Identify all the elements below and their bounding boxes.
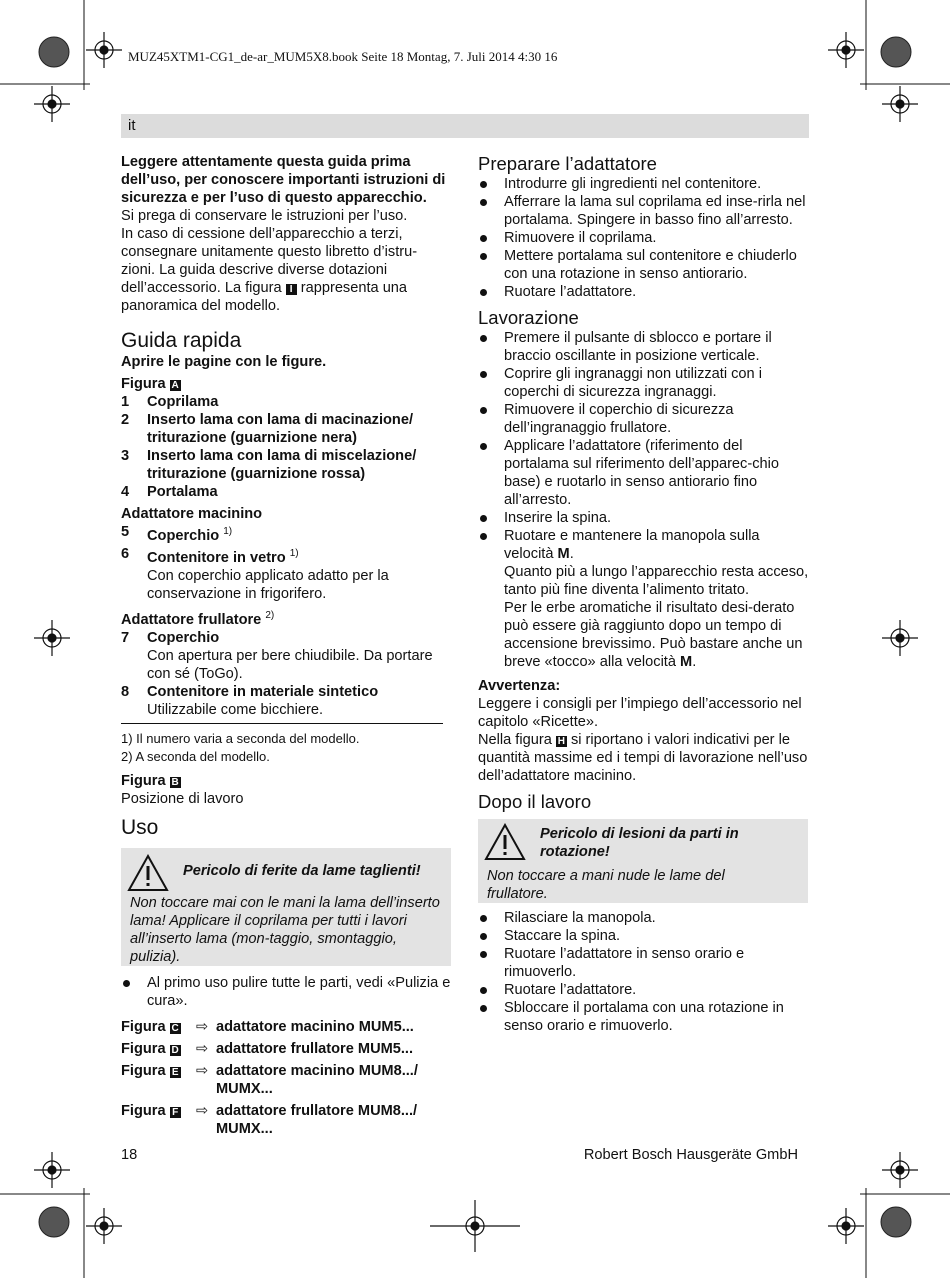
processing-list	[478, 329, 810, 671]
figure-badge: I	[286, 284, 297, 295]
footer-company: Robert Bosch Hausgeräte GmbH	[583, 1147, 798, 1163]
page-number: 18	[121, 1147, 138, 1163]
quick-guide-subtitle: Aprire le pagine con le figure.	[121, 354, 327, 370]
quick-guide-title: Guida rapida	[121, 329, 242, 352]
note-title: Avvertenza:	[478, 678, 561, 694]
intro-paragraph-1: Si prega di conservare le istruzioni per l’uso.	[121, 208, 408, 224]
intro-bold: Leggere attentamente questa guida prima dell’uso, per conoscere importanti istruzioni di sicurezza e per l’uso di questo apparecchio.	[121, 154, 446, 206]
list-item: Ruotare l’adattatore in senso orario e rimuoverlo.	[478, 945, 810, 981]
list-item: Afferrare la lama sul coprilama ed inse-rirla nel portalama. Spingere in basso fino all’arresto.	[478, 193, 810, 229]
processing-title: Lavorazione	[478, 307, 579, 328]
figure-badge: H	[557, 736, 565, 747]
list-item: Ruotare l’adattatore.	[478, 283, 810, 301]
list-item: 3 Inserto lama con lama di miscelazione/ triturazione (guarnizione rossa)	[121, 448, 417, 482]
figure-reference-list	[121, 1018, 451, 1138]
warning-triangle-icon	[127, 854, 169, 892]
note-paragraph-1: Leggere i consigli per l’impiego dell’accessorio nel capitolo «Ricette».	[478, 696, 802, 730]
list-item: Ruotare e mantenere la manopola sulla velocità M. Quanto più a lungo l’apparecchio resta acceso, tanto più fine diventa l’alimento tritato. Per le erbe aromatiche il risultato desi-derato può essere già raggiunto dopo un tempo di accensione brevissimo. Può bastare anche un breve «tocco» alla velocità M.	[478, 527, 810, 671]
figure-reference: Figura E ⇨ adattatore macinino MUM8.../ MUMX...	[121, 1062, 418, 1097]
prepare-title: Preparare l’adattatore	[478, 153, 657, 174]
left-column	[121, 153, 451, 1138]
print-header: MUZ45XTM1-CG1_de-ar_MUM5X8.book Seite 18 Montag, 7. Juli 2014 4:30 16	[128, 49, 558, 64]
figure-a-label: Figura A	[121, 376, 179, 392]
figure-reference: Figura F ⇨ adattatore frullatore MUM8.../ MUMX...	[121, 1102, 418, 1137]
list-item: 8 Contenitore in materiale sintetico Utilizzabile come bicchiere.	[121, 683, 379, 718]
list-item: Ruotare l’adattatore.	[478, 981, 810, 999]
use-title: Uso	[121, 815, 159, 839]
list-item: Rimuovere il coperchio di sicurezza dell’ingranaggio frullatore.	[478, 401, 810, 437]
figure-badge: B	[171, 776, 179, 788]
list-item: Premere il pulsante di sblocco e portare il braccio oscillante in posizione verticale.	[478, 329, 810, 365]
figure-reference: Figura D ⇨ adattatore frullatore MUM5...	[121, 1040, 414, 1057]
grinder-title: Adattatore macinino	[121, 506, 263, 522]
list-item: 1 Coprilama	[121, 394, 219, 410]
parts-list	[121, 393, 451, 501]
list-item: Al primo uso pulire tutte le parti, vedi «Pulizia e cura».	[121, 974, 451, 1010]
figure-reference: Figura C ⇨ adattatore macinino MUM5...	[121, 1018, 414, 1035]
figure-b-label: Figura B	[121, 772, 179, 789]
list-item: Coprire gli ingranaggi non utilizzati con i coperchi di sicurezza ingranaggi.	[478, 365, 810, 401]
intro-paragraph-2: In caso di cessione dell’apparecchio a terzi, consegnare unitamente questo libretto d’istru-zioni. La guida descrive diverse dotazioni dell’accessorio. La figura I rappresenta una panoramica del modello.	[121, 226, 418, 314]
warning-box	[478, 819, 808, 903]
language-code: it	[128, 117, 136, 134]
list-item: 2 Inserto lama con lama di macinazione/ triturazione (guarnizione nera)	[121, 412, 414, 446]
footnote: 1) Il numero varia a seconda del modello.	[121, 730, 360, 746]
list-item: 7 Coperchio Con apertura per bere chiudibile. Da portare con sé (ToGo).	[121, 629, 433, 682]
figure-b-description: Posizione di lavoro	[121, 790, 244, 807]
list-item: Inserire la spina.	[478, 509, 810, 527]
warning-text: Non toccare mai con le mani la lama dell’inserto lama! Applicare il coprilama per tutti i lavori all’inserto lama (mon-taggio, smontaggio, pulizia).	[130, 894, 440, 965]
list-item: Introdurre gli ingredienti nel contenitore.	[478, 175, 810, 193]
warning-text: Non toccare a mani nude le lame del frullatore.	[487, 868, 725, 902]
after-work-title: Dopo il lavoro	[478, 791, 592, 812]
blender-title: Adattatore frullatore $^{2)}$	[121, 609, 275, 628]
note-paragraph-2: Nella figura H si riportano i valori indicativi per le quantità massime ed i tempi di lavorazione nell’uso dell’adattatore macinino.	[478, 732, 808, 784]
language-bar	[121, 114, 809, 138]
warning-title: Pericolo di ferite da lame taglienti!	[183, 862, 421, 879]
right-column	[478, 153, 810, 1035]
warning-title: Pericolo di lesioni da parti in rotazione!	[540, 826, 739, 860]
list-item: Mettere portalama sul contenitore e chiuderlo con una rotazione in senso antiorario.	[478, 247, 810, 283]
after-work-list	[478, 909, 810, 1035]
list-item: 6 Contenitore in vetro $^{1)}$ Con coperchio applicato adatto per la conservazione in frigorifero.	[121, 545, 389, 602]
footnote: 2) A seconda del modello.	[121, 748, 270, 764]
list-item: Rimuovere il coprilama.	[478, 229, 810, 247]
list-item: Applicare l’adattatore (riferimento del portalama sul riferimento dell’apparec-chio base) e ruotarlo in senso antiorario fino all’arresto.	[478, 437, 810, 509]
warning-triangle-icon	[484, 823, 526, 861]
prepare-list	[478, 175, 810, 301]
figure-badge: A	[171, 380, 179, 391]
list-item: Rilasciare la manopola.	[478, 909, 810, 927]
footnote-rule	[121, 723, 443, 724]
warning-box	[121, 848, 451, 966]
list-item: Sbloccare il portalama con una rotazione in senso orario e rimuoverlo.	[478, 999, 810, 1035]
list-item: 5 Coperchio $^{1)}$	[121, 524, 233, 544]
list-item: 4 Portalama	[121, 484, 218, 500]
list-item: Staccare la spina.	[478, 927, 810, 945]
